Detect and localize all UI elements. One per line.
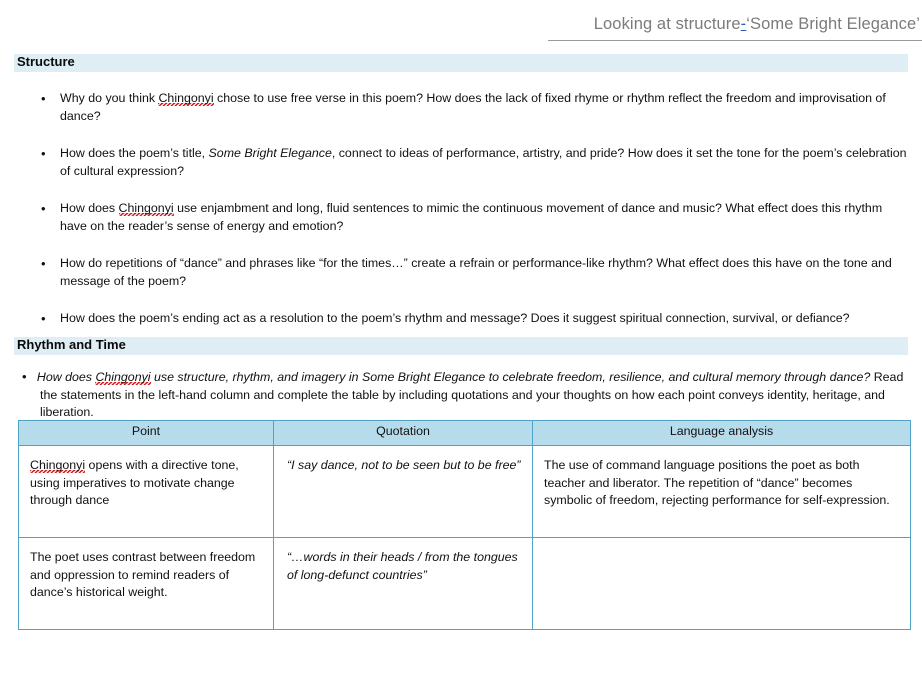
page-title-suffix: ‘Some Bright Elegance’	[746, 15, 920, 33]
bullet-text-part1: How does the poem’s ending act as a resolution to the poem’s rhythm and message? Does it suggest spiritual connection, survival, or defiance?	[60, 311, 850, 325]
table-row	[19, 538, 911, 630]
spellcheck-word: Chingonyi	[30, 458, 85, 475]
cell-quotation-text: “…words in their heads / from the tongues of long-defunct countries”	[287, 550, 518, 582]
bullet-dot-icon: •	[41, 256, 46, 271]
bullet-text-part1: How does the poem’s title,	[60, 146, 209, 160]
spellcheck-word: Chingonyi	[95, 370, 150, 387]
cell-language-analysis[interactable]	[533, 446, 911, 538]
bullet-dot-icon: •	[41, 146, 46, 161]
cell-quotation-text: “I say dance, not to be seen but to be free”	[287, 458, 521, 472]
poem-title-italic: Some Bright Elegance	[208, 146, 332, 160]
bullet-text-part1: Why do you think	[60, 91, 159, 105]
rhythm-intro-body: Read the statements in the left-hand column and complete the table by including quotations and your thoughts on how each point conveys identity, heritage, and liberation.	[40, 370, 904, 419]
cell-point[interactable]	[19, 538, 274, 630]
bullet-dot-icon: •	[41, 91, 46, 106]
bullet-text-part2: , connect to ideas of performance, artistry, and pride? How does it set the tone for the poem’s celebration of cultural expression?	[60, 146, 907, 178]
bullet-text-part1: How do repetitions of “dance” and phrases like “for the times…” create a refrain or performance-like rhythm? What effect does this have on the tone and message of the poem?	[60, 256, 892, 288]
table-header-row	[19, 421, 911, 446]
cell-quotation[interactable]	[274, 446, 533, 538]
page-header	[0, 0, 922, 44]
cell-quotation[interactable]	[274, 538, 533, 630]
list-item	[0, 255, 922, 290]
bullet-text-part2: use enjambment and long, fluid sentences to mimic the continuous movement of dance and music? What effect does this rhythm have on the reader’s sense of energy and emotion?	[60, 201, 883, 233]
bullet-dot-icon: •	[41, 201, 46, 216]
rhythm-intro-lead-part1: How does	[36, 370, 96, 384]
bullet-text-part2: chose to use free verse in this poem? How does the lack of fixed rhyme or rhythm reflect the freedom and improvisation of dance?	[60, 91, 886, 123]
bullet-text-part1: How does	[60, 201, 119, 215]
section-heading-rhythm-and-time	[14, 337, 908, 355]
structure-bullet-list	[0, 90, 922, 348]
column-header-language-analysis: Language analysis	[533, 421, 911, 446]
page-title	[594, 13, 920, 35]
bullet-dot-icon: •	[22, 369, 27, 384]
cell-point-text: The poet uses contrast between freedom and oppression to remind readers of dance’s historical weight.	[30, 550, 256, 599]
column-header-quotation: Quotation	[274, 421, 533, 446]
spellcheck-word: Chingonyi	[119, 201, 174, 218]
hyperlink-hyphen[interactable]: -	[740, 15, 747, 33]
spellcheck-word: Chingonyi	[158, 91, 213, 108]
section-heading-rhythm-and-time-label: Rhythm and Time	[17, 337, 126, 352]
cell-point[interactable]	[19, 446, 274, 538]
list-item	[0, 90, 922, 125]
rhythm-intro-paragraph	[22, 368, 918, 422]
column-header-point: Point	[19, 421, 274, 446]
list-item	[0, 310, 922, 328]
page-title-prefix: Looking at structure	[593, 15, 741, 33]
header-divider-rule	[548, 40, 922, 41]
cell-language-analysis[interactable]	[533, 538, 911, 630]
section-heading-structure-label: Structure	[17, 54, 75, 69]
section-heading-structure	[14, 54, 908, 72]
list-item	[0, 200, 922, 235]
cell-language-analysis-text: The use of command language positions the poet as both teacher and liberator. The repetition of “dance” becomes symbolic of freedom, rejecting performance for self-expression.	[544, 458, 890, 507]
table-row	[19, 446, 911, 538]
list-item	[0, 145, 922, 180]
analysis-table	[18, 420, 911, 630]
bullet-dot-icon: •	[41, 311, 46, 326]
cell-point-text: opens with a directive tone, using imperatives to motivate change through dance	[30, 458, 239, 507]
rhythm-intro-lead-part2: use structure, rhythm, and imagery in Some Bright Elegance to celebrate freedom, resilience, and cultural memory through dance?	[150, 370, 871, 384]
